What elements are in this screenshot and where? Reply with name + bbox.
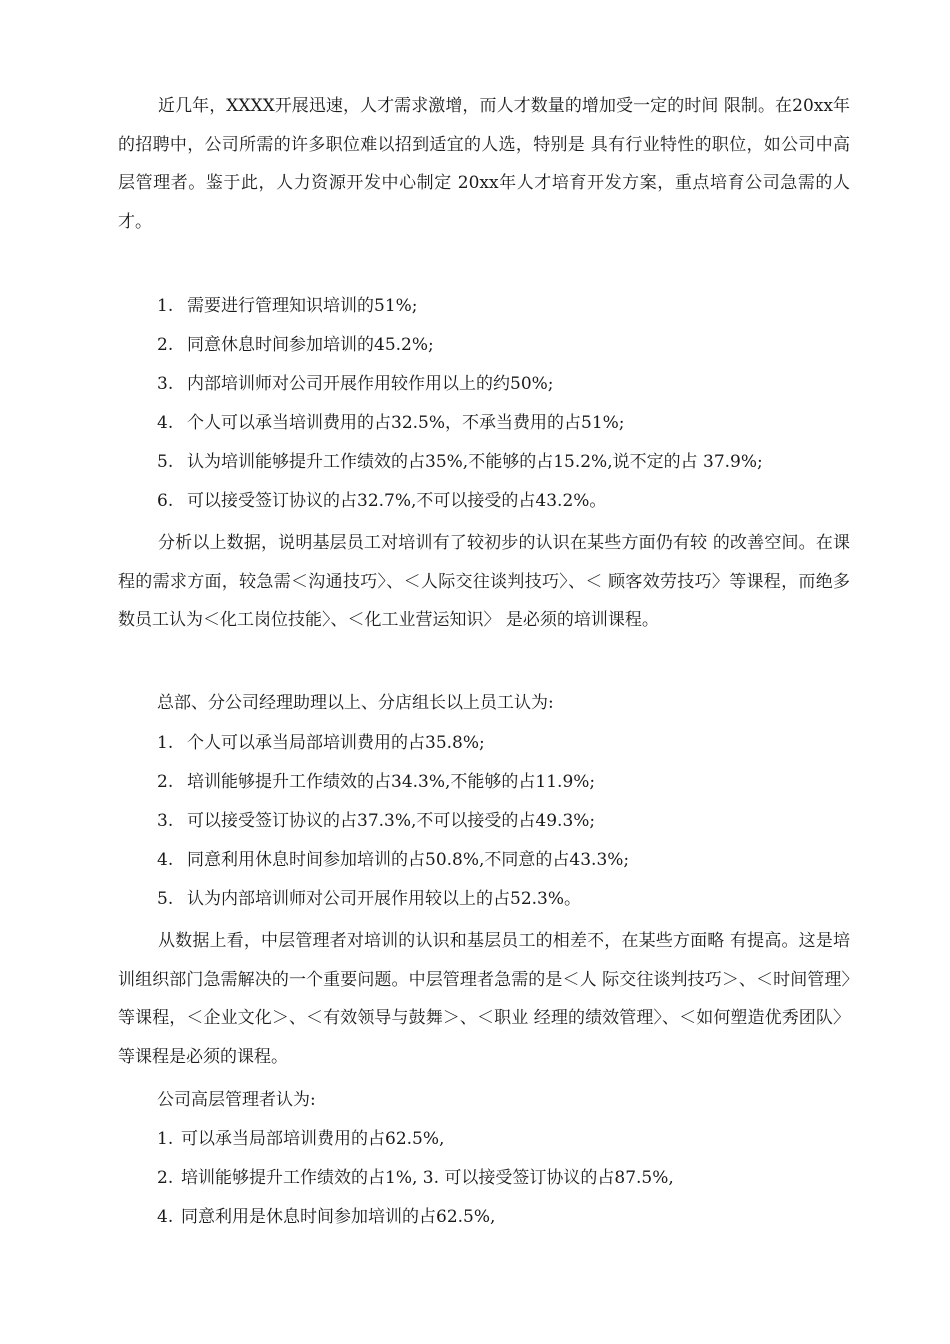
- senior-list-item-1: [157, 1127, 444, 1151]
- senior-intro: 公司高层管理者认为:: [157, 1090, 316, 1110]
- list-text: 培训能够提升工作绩效的占1%, 3. 可以接受签订协议的占87.5%,: [181, 1168, 674, 1188]
- senior-list-item-3: [157, 1205, 495, 1229]
- list-text: 可以接受签订协议的占37.3%,不可以接受的占49.3%;: [187, 811, 596, 831]
- mid-level-intro: 总部、分公司经理助理以上、分店组长以上员工认为:: [157, 693, 554, 713]
- list-number: 2.: [157, 772, 174, 792]
- senior-list-item-2: [157, 1166, 674, 1190]
- basic-list-item-4: [157, 411, 625, 435]
- list-text: 同意利用是休息时间参加培训的占62.5%,: [181, 1207, 496, 1227]
- basic-list-item-2: [157, 333, 434, 357]
- list-number: 3.: [157, 811, 174, 831]
- list-text: 同意利用休息时间参加培训的占50.8%,不同意的占43.3%;: [187, 850, 630, 870]
- intro-paragraph: 近几年，XXXX开展迅速，人才需求激增，而人才数量的增加受一定的时间 限制。在20xx年的招聘中，公司所需的许多职位难以招到适宜的人选，特别是 具有行业特性的职位，如公司中高层管理者。鉴于此，人力资源开发中心制定 20xx年人才培育开发方案，重点培育公司急需的人才。: [118, 96, 850, 232]
- basic-list-item-1: [157, 294, 418, 318]
- list-text: 需要进行管理知识培训的51%;: [187, 296, 418, 316]
- list-number: 4.: [157, 850, 174, 870]
- list-text: 培训能够提升工作绩效的占34.3%,不能够的占11.9%;: [187, 772, 596, 792]
- list-text: 同意休息时间参加培训的45.2%;: [187, 335, 434, 355]
- list-number: 4.: [157, 1207, 174, 1227]
- mid-list-item-3: [157, 809, 595, 833]
- list-number: 3.: [157, 374, 174, 394]
- list-text: 可以接受签订协议的占32.7%,不可以接受的占43.2%。: [187, 491, 607, 511]
- list-number: 4.: [157, 413, 174, 433]
- list-text: 可以承当局部培训费用的占62.5%,: [181, 1129, 445, 1149]
- list-text: 认为内部培训师对公司开展作用较以上的占52.3%。: [187, 889, 582, 909]
- list-number: 1.: [157, 1129, 174, 1149]
- list-text: 内部培训师对公司开展作用较作用以上的约50%;: [187, 374, 554, 394]
- list-number: 6.: [157, 491, 174, 511]
- analysis-paragraph-basic: 分析以上数据，说明基层员工对培训有了较初步的认识在某些方面仍有较 的改善空间。在课程的需求方面，较急需＜沟通技巧〉、＜人际交往谈判技巧〉、＜ 顾客效劳技巧〉等课程，而绝多数员工认为＜化工岗位技能〉、＜化工业营运知识〉 是必须的培训课程。: [118, 533, 850, 630]
- mid-list-item-5: [157, 887, 581, 911]
- list-number: 1.: [157, 296, 174, 316]
- mid-list-item-2: [157, 770, 595, 794]
- basic-list-item-6: [157, 489, 606, 513]
- list-text: 个人可以承当培训费用的占32.5%，不承当费用的占51%;: [187, 413, 625, 433]
- list-number: 2.: [157, 335, 174, 355]
- mid-list-item-4: [157, 848, 629, 872]
- list-text: 认为培训能够提升工作绩效的占35%,不能够的占15.2%,说不定的占 37.9%;: [187, 452, 763, 472]
- mid-list-item-1: [157, 731, 485, 755]
- basic-list-item-3: [157, 372, 554, 396]
- analysis-paragraph-mid: 从数据上看，中层管理者对培训的认识和基层员工的相差不，在某些方面略 有提高。这是培训组织部门急需解决的一个重要问题。中层管理者急需的是＜人 际交往谈判技巧＞、＜时间管理〉等课程，＜企业文化＞、＜有效领导与鼓舞＞、＜职业 经理的绩效管理〉、＜如何塑造优秀团队〉等课程是必须的课程。: [118, 931, 850, 1067]
- list-text: 个人可以承当局部培训费用的占35.8%;: [187, 733, 485, 753]
- list-number: 5.: [157, 452, 174, 472]
- list-number: 1.: [157, 733, 174, 753]
- list-number: 5.: [157, 889, 174, 909]
- basic-list-item-5: [157, 450, 763, 474]
- list-number: 2.: [157, 1168, 174, 1188]
